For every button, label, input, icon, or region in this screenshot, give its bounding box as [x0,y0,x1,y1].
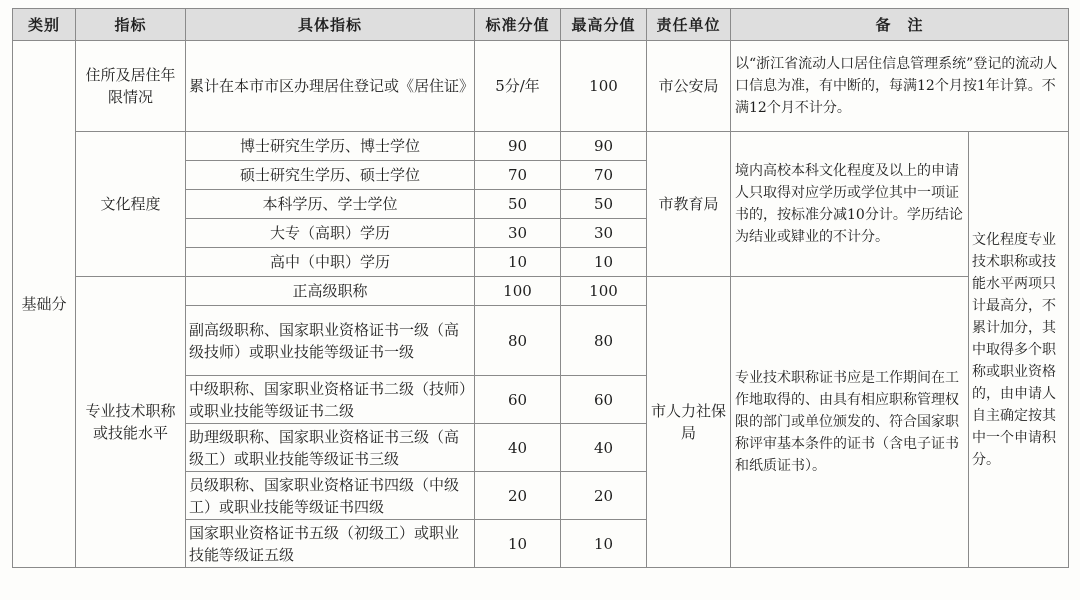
standard-cell: 20 [475,472,561,520]
category-cell: 基础分 [13,41,76,568]
specific-cell: 员级职称、国家职业资格证书四级（中级工）或职业技能等级证书四级 [186,472,475,520]
header-standard: 标准分值 [475,9,561,41]
specific-cell: 博士研究生学历、博士学位 [186,132,475,161]
specific-cell: 国家职业资格证书五级（初级工）或职业技能等级证五级 [186,520,475,568]
max-cell: 100 [561,277,647,306]
unit-police: 市公安局 [647,41,731,132]
standard-cell: 40 [475,424,561,472]
header-category: 类别 [13,9,76,41]
table-row [13,41,1069,132]
table-row [13,132,1069,161]
note-residence: 以“浙江省流动人口居住信息管理系统”登记的流动人口信息为准，有中断的，每满12个月按1年计算。不满12个月不计分。 [731,41,1069,132]
standard-cell: 5分/年 [475,41,561,132]
max-cell: 50 [561,190,647,219]
header-specific: 具体指标 [186,9,475,41]
specific-cell: 累计在本市市区办理居住登记或《居住证》 [186,41,475,132]
header-max: 最高分值 [561,9,647,41]
header-indicator: 指标 [76,9,186,41]
max-cell: 100 [561,41,647,132]
max-cell: 80 [561,306,647,376]
header-row [13,9,1069,41]
unit-education: 市教育局 [647,132,731,277]
unit-hrss: 市人力社保局 [647,277,731,568]
standard-cell: 60 [475,376,561,424]
max-cell: 10 [561,248,647,277]
max-cell: 40 [561,424,647,472]
indicator-residence: 住所及居住年限情况 [76,41,186,132]
specific-cell: 中级职称、国家职业资格证书二级（技师）或职业技能等级证书二级 [186,376,475,424]
standard-cell: 100 [475,277,561,306]
specific-cell: 硕士研究生学历、硕士学位 [186,161,475,190]
standard-cell: 50 [475,190,561,219]
max-cell: 60 [561,376,647,424]
indicator-title-skill: 专业技术职称或技能水平 [76,277,186,568]
note-title-skill: 专业技术职称证书应是工作期间在工作地取得的、由具有相应职称管理权限的部门或单位颁发的、符合国家职称评审基本条件的证书（含电子证书和纸质证书）。 [731,277,969,568]
specific-cell: 助理级职称、国家职业资格证书三级（高级工）或职业技能等级证书三级 [186,424,475,472]
standard-cell: 80 [475,306,561,376]
max-cell: 70 [561,161,647,190]
specific-cell: 副高级职称、国家职业资格证书一级（高级技师）或职业技能等级证书一级 [186,306,475,376]
table-row [13,277,1069,306]
standard-cell: 10 [475,520,561,568]
standard-cell: 30 [475,219,561,248]
max-cell: 30 [561,219,647,248]
specific-cell: 正高级职称 [186,277,475,306]
max-cell: 20 [561,472,647,520]
side-note: 文化程度专业技术职称或技能水平两项只计最高分，不累计加分，其中取得多个职称或职业资格的，由申请人自主确定按其中一个申请积分。 [969,132,1069,568]
header-note: 备 注 [731,9,1069,41]
standard-cell: 10 [475,248,561,277]
note-education: 境内高校本科文化程度及以上的申请人只取得对应学历或学位其中一项证书的，按标准分减10分计。学历结论为结业或肄业的不计分。 [731,132,969,277]
scoring-table [12,8,1069,568]
specific-cell: 大专（高职）学历 [186,219,475,248]
max-cell: 90 [561,132,647,161]
standard-cell: 70 [475,161,561,190]
indicator-education: 文化程度 [76,132,186,277]
specific-cell: 高中（中职）学历 [186,248,475,277]
max-cell: 10 [561,520,647,568]
specific-cell: 本科学历、学士学位 [186,190,475,219]
header-unit: 责任单位 [647,9,731,41]
standard-cell: 90 [475,132,561,161]
